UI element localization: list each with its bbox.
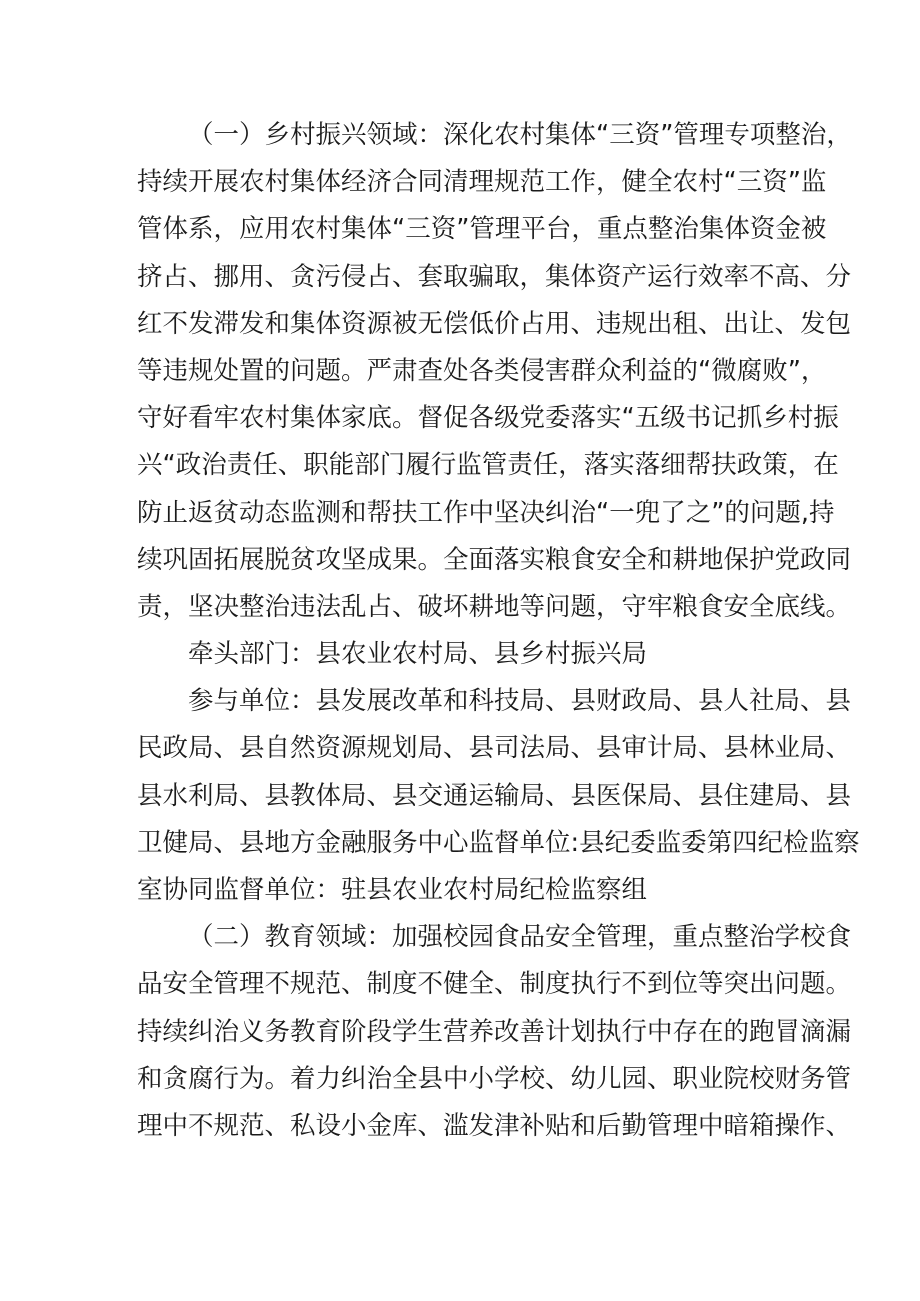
document-body [137,112,860,1150]
participating-units-line-5: 室协同监督单位：驻县农业农村局纪检监察组 [137,875,648,905]
paragraph-1-line-5: 红不发滞发和集体资源被无偿低价占用、违规出租、出让、发包 [137,308,852,339]
paragraph-1-line-8: 兴“政治责任、职能部门履行监管责任，落实落细帮扶政策，在 [137,450,839,481]
paragraph-1-line-7: 守好看牢农村集体家底。督促各级党委落实“五级书记抓乡村振 [137,403,839,434]
paragraph-2-line-4: 和贪腐行为。着力纠治全县中小学校、幼儿园、职业院校财务管 [137,1063,852,1094]
paragraph-1-line-2: 持续开展农村集体经济合同清理规范工作，健全农村“三资”监 [137,167,827,198]
participating-units-line-2: 民政局、县自然资源规划局、县司法局、县审计局、县林业局、 [137,733,852,764]
participating-units-line-4: 卫健局、县地方金融服务中心监督单位:县纪委监委第四纪检监察 [137,827,860,858]
participating-units-line-1: 参与单位：县发展改革和科技局、县财政局、县人社局、县 [188,686,852,717]
paragraph-1-line-9: 防止返贫动态监测和帮扶工作中坚决纠治“一兜了之”的问题,持 [137,497,835,528]
paragraph-2-line-3: 持续纠治义务教育阶段学生营养改善计划执行中存在的跑冒滴漏 [137,1016,852,1047]
lead-department-line: 牵头部门：县农业农村局、县乡村振兴局 [188,639,648,670]
paragraph-1-line-11: 责，坚决整治违法乱占、破坏耕地等问题，守牢粮食安全底线。 [137,591,852,622]
paragraph-1-line-4: 挤占、挪用、贪污侵占、套取骗取，集体资产运行效率不高、分 [137,261,852,292]
paragraph-1-line-3: 管体系，应用农村集体“三资”管理平台，重点整治集体资金被 [137,214,827,245]
paragraph-1-line-10: 续巩固拓展脱贫攻坚成果。全面落实粮食安全和耕地保护党政同 [137,544,852,575]
paragraph-2-line-2: 品安全管理不规范、制度不健全、制度执行不到位等突出问题。 [137,969,852,1000]
paragraph-1-line-6: 等违规处置的问题。严肃查处各类侵害群众利益的“微腐败”， [137,355,827,386]
paragraph-1-line-1: （一）乡村振兴领域：深化农村集体“三资”管理专项整治， [188,120,852,150]
paragraph-2-line-1: （二）教育领域：加强校园食品安全管理，重点整治学校食 [188,922,852,953]
participating-units-line-3: 县水利局、县教体局、县交通运输局、县医保局、县住建局、县 [137,780,852,811]
paragraph-2-line-5: 理中不规范、私设小金库、滥发津补贴和后勤管理中暗箱操作、 [137,1110,852,1141]
